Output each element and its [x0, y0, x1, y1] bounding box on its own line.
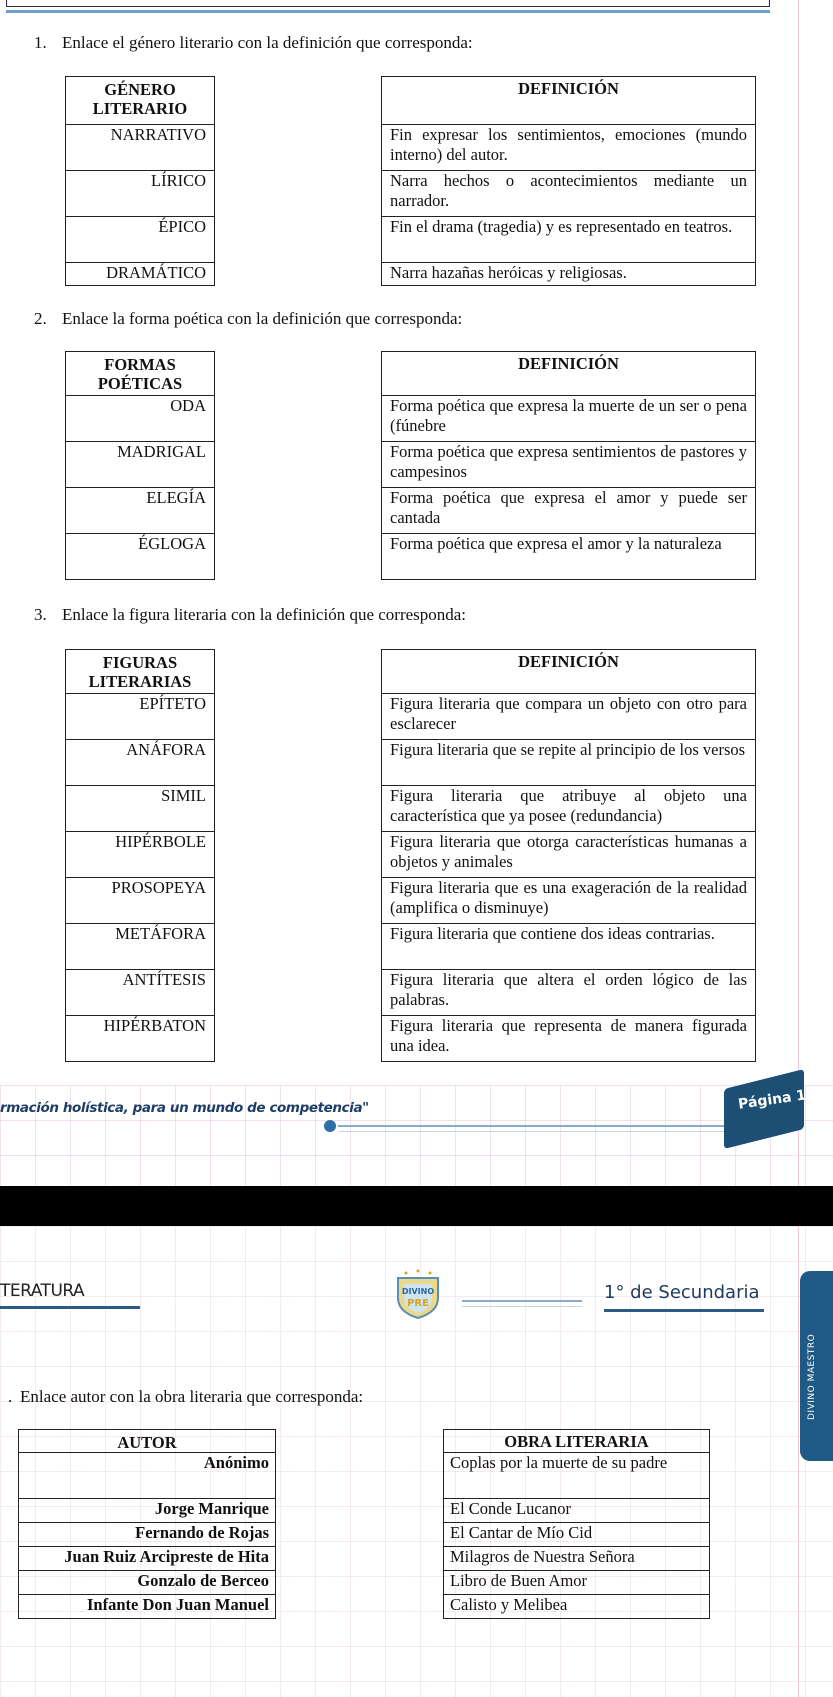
footer-dot — [324, 1120, 336, 1132]
question-prompt: Enlace la forma poética con la definición que corresponda: — [62, 309, 463, 328]
q2-forms-table — [65, 351, 215, 580]
match-term[interactable]: Fernando de Rojas — [19, 1523, 276, 1547]
match-definition[interactable]: Figura literaria que compara un objeto con otro para esclarecer — [382, 694, 756, 740]
match-definition[interactable]: Forma poética que expresa la muerte de un ser o pena (fúnebre — [382, 396, 756, 442]
question-number: 2. — [34, 309, 47, 328]
table-header: DEFINICIÓN — [382, 77, 756, 125]
table-header: DEFINICIÓN — [382, 352, 756, 396]
match-definition[interactable]: Figura literaria que es una exageración de la realidad (amplifica o disminuye) — [382, 878, 756, 924]
match-term[interactable]: Gonzalo de Berceo — [19, 1571, 276, 1595]
question-number: 3. — [34, 605, 47, 624]
match-term[interactable]: Jorge Manrique — [19, 1499, 276, 1523]
match-definition[interactable]: Forma poética que expresa el amor y la naturaleza — [382, 534, 756, 580]
match-term[interactable]: Juan Ruiz Arcipreste de Hita — [19, 1547, 276, 1571]
match-definition[interactable]: Figura literaria que se repite al principio de los versos — [382, 740, 756, 786]
match-definition[interactable]: El Conde Lucanor — [444, 1499, 710, 1523]
match-term[interactable]: MADRIGAL — [66, 442, 215, 488]
question-prompt: Enlace la figura literaria con la definición que corresponda: — [62, 605, 467, 624]
match-term[interactable]: PROSOPEYA — [66, 878, 215, 924]
question-prompt: Enlace autor con la obra literaria que corresponda: — [20, 1387, 364, 1406]
right-margin-line — [798, 0, 799, 1697]
match-term[interactable]: ÉPICO — [66, 217, 215, 263]
match-term[interactable]: ELEGÍA — [66, 488, 215, 534]
match-term[interactable]: ANTÍTESIS — [66, 970, 215, 1016]
match-definition[interactable]: Figura literaria que representa de manera figurada una idea. — [382, 1016, 756, 1062]
match-term[interactable]: DRAMÁTICO — [66, 263, 215, 286]
top-frame — [6, 0, 770, 7]
table-header: DEFINICIÓN — [382, 650, 756, 694]
match-definition[interactable]: Fin el drama (tragedia) y es representado en teatros. — [382, 217, 756, 263]
match-term[interactable]: ODA — [66, 396, 215, 442]
q4-work-table — [443, 1429, 710, 1619]
question-prompt: Enlace el género literario con la definición que corresponda: — [62, 33, 473, 52]
footer-slogan: rmación holística, para un mundo de competencia" — [0, 1100, 369, 1116]
q1-genre-table — [65, 76, 215, 286]
footer-rule-secondary — [338, 1131, 724, 1132]
page-number: Página 1 — [737, 1087, 807, 1113]
match-term[interactable]: ANÁFORA — [66, 740, 215, 786]
q3-figures-table — [65, 649, 215, 1062]
q2-definition-table — [381, 351, 756, 580]
table-header: FIGURAS LITERARIAS — [66, 650, 215, 694]
grade-underline — [604, 1309, 764, 1312]
question-2 — [34, 309, 462, 329]
footer-rule — [338, 1125, 724, 1127]
match-term[interactable]: HIPÉRBATON — [66, 1016, 215, 1062]
match-definition[interactable]: Figura literaria que contiene dos ideas contrarias. — [382, 924, 756, 970]
grade-label: 1° de Secundaria — [604, 1282, 760, 1303]
side-tab-label: DIVINO MAESTRO — [807, 1333, 817, 1420]
match-term[interactable]: HIPÉRBOLE — [66, 832, 215, 878]
table-header: FORMAS POÉTICAS — [66, 352, 215, 396]
match-term[interactable]: NARRATIVO — [66, 125, 215, 171]
match-definition[interactable]: Narra hechos o acontecimientos mediante un narrador. — [382, 171, 756, 217]
page-separator — [0, 1186, 833, 1226]
match-definition[interactable]: Figura literaria que altera el orden lógico de las palabras. — [382, 970, 756, 1016]
match-definition[interactable]: Figura literaria que atribuye al objeto una característica que ya posee (redundancia) — [382, 786, 756, 832]
header-rule-secondary — [462, 1306, 582, 1307]
q4-author-table — [18, 1429, 276, 1619]
top-rule — [6, 10, 770, 13]
table-header: AUTOR — [19, 1430, 276, 1453]
school-logo-icon — [392, 1268, 444, 1320]
match-term[interactable]: LÍRICO — [66, 171, 215, 217]
question-4 — [8, 1387, 363, 1407]
match-definition[interactable]: Calisto y Melibea — [444, 1595, 710, 1619]
match-definition[interactable]: Milagros de Nuestra Señora — [444, 1547, 710, 1571]
match-term[interactable]: Anónimo — [19, 1453, 276, 1499]
match-definition[interactable]: Forma poética que expresa sentimientos de pastores y campesinos — [382, 442, 756, 488]
svg-text:DIVINO: DIVINO — [401, 1287, 435, 1296]
question-3 — [34, 605, 466, 625]
match-term[interactable]: SIMIL — [66, 786, 215, 832]
match-term[interactable]: METÁFORA — [66, 924, 215, 970]
match-term[interactable]: Infante Don Juan Manuel — [19, 1595, 276, 1619]
subject-underline — [0, 1306, 140, 1309]
match-definition[interactable]: Fin expresar los sentimientos, emociones (mundo interno) del autor. — [382, 125, 756, 171]
match-definition[interactable]: Forma poética que expresa el amor y puede ser cantada — [382, 488, 756, 534]
table-header: GÉNERO LITERARIO — [66, 77, 215, 125]
table-header: OBRA LITERARIA — [444, 1430, 710, 1453]
match-definition[interactable]: Coplas por la muerte de su padre — [444, 1453, 710, 1499]
q3-definition-table — [381, 649, 756, 1062]
q1-definition-table — [381, 76, 756, 286]
question-1 — [34, 33, 473, 53]
match-definition[interactable]: Figura literaria que otorga características humanas a objetos y animales — [382, 832, 756, 878]
question-number: 1. — [34, 33, 47, 52]
match-term[interactable]: EPÍTETO — [66, 694, 215, 740]
match-term[interactable]: ÉGLOGA — [66, 534, 215, 580]
header-rule — [462, 1300, 582, 1302]
subject-title: TERATURA — [0, 1281, 85, 1301]
match-definition[interactable]: Narra hazañas heróicas y religiosas. — [382, 263, 756, 286]
svg-text:PRE: PRE — [407, 1298, 429, 1309]
match-definition[interactable]: El Cantar de Mío Cid — [444, 1523, 710, 1547]
match-definition[interactable]: Libro de Buen Amor — [444, 1571, 710, 1595]
question-number: . — [8, 1387, 13, 1406]
